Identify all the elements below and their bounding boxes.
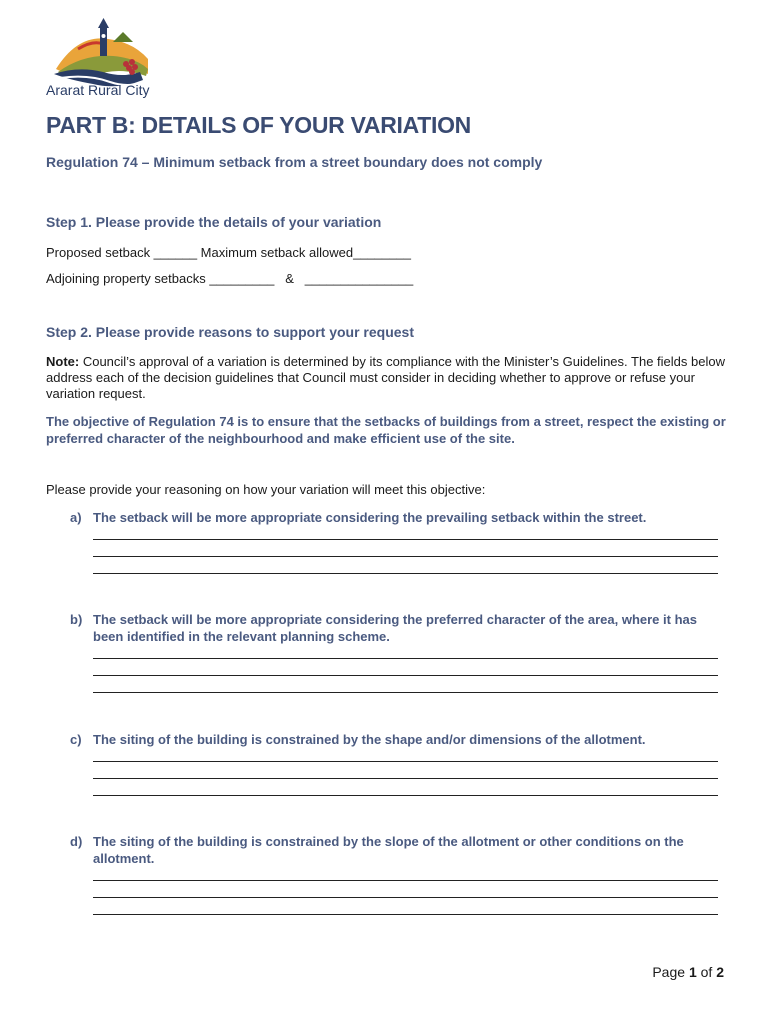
question-a (70, 509, 730, 526)
objective-statement: The objective of Regulation 74 is to ensure that the setbacks of buildings from a street, respect the existing or preferred character of the neighbourhood and make efficient use of the site. (46, 414, 726, 446)
total-pages: 2 (716, 964, 724, 980)
question-letter: d) (70, 834, 83, 849)
answer-line-c3[interactable] (93, 795, 718, 796)
question-d (70, 833, 730, 867)
page-number (652, 964, 724, 980)
setback-line[interactable]: Proposed setback ______ Maximum setback allowed________ (46, 245, 411, 260)
adjoining-setbacks-line[interactable]: Adjoining property setbacks _________ & _______________ (46, 271, 414, 286)
reasoning-prompt: Please provide your reasoning on how your variation will meet this objective: (46, 482, 486, 497)
step2-heading: Step 2. Please provide reasons to support your request (46, 324, 414, 340)
answer-line-c1[interactable] (93, 761, 718, 762)
question-text: The siting of the building is constrained by the shape and/or dimensions of the allotment. (93, 732, 646, 747)
question-letter: c) (70, 732, 82, 747)
question-b (70, 611, 730, 645)
answer-line-d2[interactable] (93, 897, 718, 898)
note-paragraph (46, 354, 726, 402)
question-c (70, 731, 730, 748)
answer-line-a2[interactable] (93, 556, 718, 557)
answer-line-d1[interactable] (93, 880, 718, 881)
current-page: 1 (688, 964, 697, 980)
answer-line-c2[interactable] (93, 778, 718, 779)
question-letter: a) (70, 510, 82, 525)
of-word: of (696, 964, 717, 980)
question-text: The setback will be more appropriate considering the preferred character of the area, where it has been identified in the relevant planning scheme. (93, 612, 697, 644)
page-word: Page (652, 964, 689, 980)
answer-line-b1[interactable] (93, 658, 718, 659)
question-text: The siting of the building is constrained by the slope of the allotment or other conditions on the allotment. (93, 834, 684, 866)
note-text: Council’s approval of a variation is determined by its compliance with the Minister’s Guidelines. The fields below address each of the decision guidelines that Council must consider in deciding whether to approve or refuse your variation request. (46, 354, 725, 401)
org-name: Ararat Rural City (46, 82, 150, 98)
question-text: The setback will be more appropriate considering the prevailing setback within the street. (93, 510, 647, 525)
answer-line-b3[interactable] (93, 692, 718, 693)
step1-heading: Step 1. Please provide the details of your variation (46, 214, 382, 230)
answer-line-d3[interactable] (93, 914, 718, 915)
note-label: Note: (46, 354, 80, 369)
answer-line-a1[interactable] (93, 539, 718, 540)
question-letter: b) (70, 612, 83, 627)
regulation-subtitle: Regulation 74 – Minimum setback from a street boundary does not comply (46, 154, 543, 170)
answer-line-b2[interactable] (93, 675, 718, 676)
page-title: PART B: DETAILS OF YOUR VARIATION (46, 112, 471, 138)
answer-line-a3[interactable] (93, 573, 718, 574)
